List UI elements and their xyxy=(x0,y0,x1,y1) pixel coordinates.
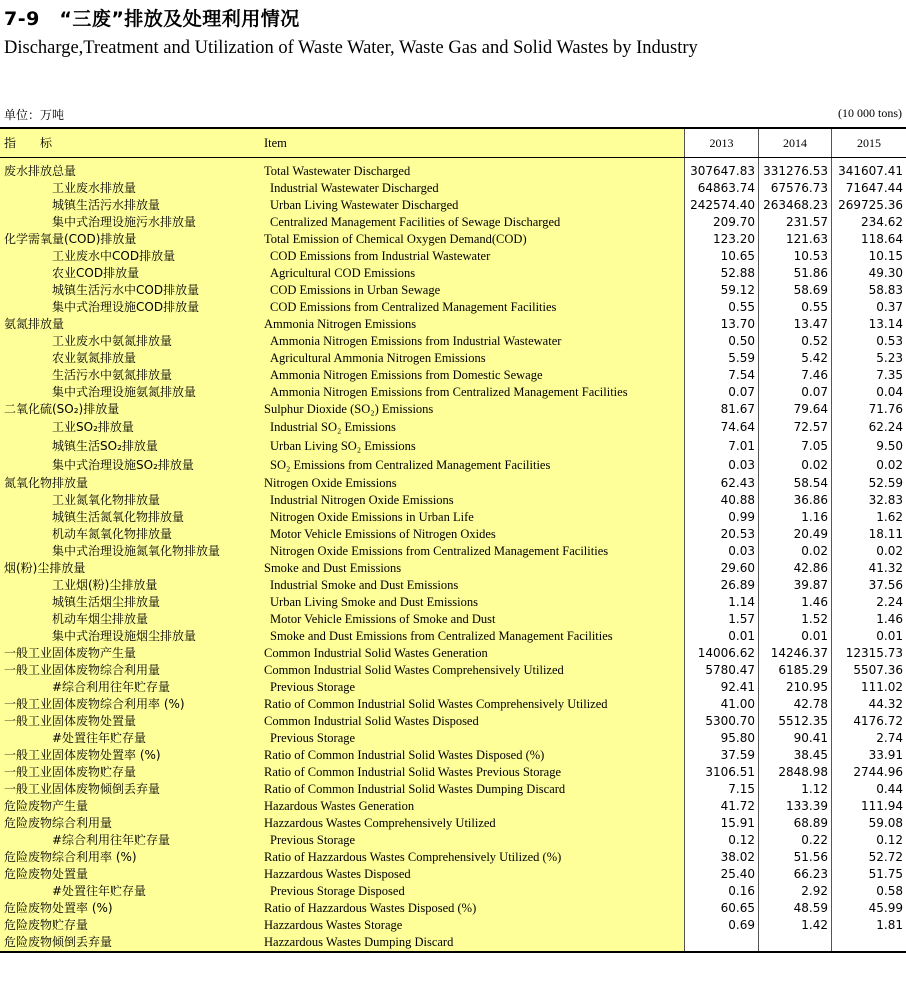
item-en-cell: Ratio of Common Industrial Solid Wastes Disposed (%) xyxy=(262,747,684,764)
item-en-cell: Previous Storage Disposed xyxy=(262,883,684,900)
table-row xyxy=(0,747,906,764)
indicator-cn-cell: 工业废水中氨氮排放量 xyxy=(0,333,262,350)
indicator-cn-cell: #综合利用往年贮存量 xyxy=(0,832,262,849)
value-cell-2014: 210.95 xyxy=(758,679,831,696)
item-en-cell: Hazzardous Wastes Dumping Discard xyxy=(262,934,684,951)
value-cell-2013: 38.02 xyxy=(684,849,758,866)
indicator-cn-cell: 工业氮氧化物排放量 xyxy=(0,492,262,509)
value-cell-2015: 71647.44 xyxy=(831,180,906,197)
value-cell-2014: 1.12 xyxy=(758,781,831,798)
item-en-cell: Ammonia Nitrogen Emissions from Domestic Sewage xyxy=(262,367,684,384)
value-cell-2015: 44.32 xyxy=(831,696,906,713)
value-cell-2013: 62.43 xyxy=(684,475,758,492)
value-cell-2014: 0.02 xyxy=(758,543,831,560)
item-en-cell: Ammonia Nitrogen Emissions from Industrial Wastewater xyxy=(262,333,684,350)
item-en-cell: Previous Storage xyxy=(262,832,684,849)
indicator-cn-cell: 危险废物处置率 (%) xyxy=(0,900,262,917)
value-cell-2013: 0.99 xyxy=(684,509,758,526)
value-cell-2014: 2.92 xyxy=(758,883,831,900)
indicator-cn-cell: 二氧化硫(SO₂)排放量 xyxy=(0,401,262,418)
indicator-cn-cell: 一般工业固体废物产生量 xyxy=(0,645,262,662)
value-cell-2013: 25.40 xyxy=(684,866,758,883)
table-row xyxy=(0,611,906,628)
table-row xyxy=(0,849,906,866)
table-title-english: Discharge,Treatment and Utilization of Waste Water, Waste Gas and Solid Wastes by Industry xyxy=(4,38,698,58)
value-cell-2013: 0.16 xyxy=(684,883,758,900)
table-body xyxy=(0,163,906,951)
value-cell-2013: 14006.62 xyxy=(684,645,758,662)
value-cell-2015: 1.81 xyxy=(831,917,906,934)
value-cell-2014: 6185.29 xyxy=(758,662,831,679)
table-row xyxy=(0,594,906,611)
header-year-2013: 2013 xyxy=(684,129,758,157)
value-cell-2013: 52.88 xyxy=(684,265,758,282)
item-en-cell: Urban Living Smoke and Dust Emissions xyxy=(262,594,684,611)
value-cell-2014: 51.86 xyxy=(758,265,831,282)
item-en-cell: Hazzardous Wastes Disposed xyxy=(262,866,684,883)
value-cell-2013: 74.64 xyxy=(684,418,758,437)
value-cell-2015: 41.32 xyxy=(831,560,906,577)
table-row xyxy=(0,730,906,747)
value-cell-2014: 1.42 xyxy=(758,917,831,934)
value-cell-2013: 41.72 xyxy=(684,798,758,815)
table-row xyxy=(0,628,906,645)
item-en-cell: Smoke and Dust Emissions from Centralized Management Facilities xyxy=(262,628,684,645)
table-row xyxy=(0,679,906,696)
table-row xyxy=(0,316,906,333)
value-cell-2013: 307647.83 xyxy=(684,163,758,180)
value-cell-2014: 66.23 xyxy=(758,866,831,883)
item-en-cell: Motor Vehicle Emissions of Smoke and Dust xyxy=(262,611,684,628)
indicator-cn-cell: 机动车烟尘排放量 xyxy=(0,611,262,628)
table-row xyxy=(0,492,906,509)
table-row xyxy=(0,163,906,180)
value-cell-2014: 36.86 xyxy=(758,492,831,509)
value-cell-2013: 7.54 xyxy=(684,367,758,384)
table-row xyxy=(0,437,906,456)
value-cell-2013: 7.15 xyxy=(684,781,758,798)
item-en-cell: SO₂ Emissions from Centralized Management Facilities xyxy=(262,456,684,475)
table-row xyxy=(0,577,906,594)
value-cell-2015: 0.44 xyxy=(831,781,906,798)
item-en-cell: Motor Vehicle Emissions of Nitrogen Oxides xyxy=(262,526,684,543)
table-row xyxy=(0,384,906,401)
value-cell-2015: 1.62 xyxy=(831,509,906,526)
table-row xyxy=(0,299,906,316)
value-cell-2014: 5512.35 xyxy=(758,713,831,730)
value-cell-2013: 29.60 xyxy=(684,560,758,577)
indicator-cn-cell: 一般工业固体废物处置量 xyxy=(0,713,262,730)
indicator-cn-cell: #综合利用往年贮存量 xyxy=(0,679,262,696)
value-cell-2015: 7.35 xyxy=(831,367,906,384)
value-cell-2013: 0.07 xyxy=(684,384,758,401)
table-header-row xyxy=(0,127,906,158)
indicator-cn-cell: 危险废物产生量 xyxy=(0,798,262,815)
value-cell-2015: 33.91 xyxy=(831,747,906,764)
table-row xyxy=(0,645,906,662)
value-cell-2013: 0.03 xyxy=(684,456,758,475)
value-cell-2013: 1.57 xyxy=(684,611,758,628)
value-cell-2014: 7.46 xyxy=(758,367,831,384)
table-row xyxy=(0,798,906,815)
value-cell-2013: 0.55 xyxy=(684,299,758,316)
value-cell-2014: 263468.23 xyxy=(758,197,831,214)
value-cell-2014: 0.55 xyxy=(758,299,831,316)
value-cell-2014: 231.57 xyxy=(758,214,831,231)
value-cell-2014: 79.64 xyxy=(758,401,831,418)
table-row xyxy=(0,764,906,781)
value-cell-2014: 10.53 xyxy=(758,248,831,265)
value-cell-2013: 41.00 xyxy=(684,696,758,713)
item-en-cell: Common Industrial Solid Wastes Comprehensively Utilized xyxy=(262,662,684,679)
value-cell-2014: 58.54 xyxy=(758,475,831,492)
indicator-cn-cell: 城镇生活氮氧化物排放量 xyxy=(0,509,262,526)
value-cell-2014: 51.56 xyxy=(758,849,831,866)
value-cell-2015: 10.15 xyxy=(831,248,906,265)
indicator-cn-cell: 工业废水排放量 xyxy=(0,180,262,197)
indicator-cn-cell: #处置往年贮存量 xyxy=(0,883,262,900)
value-cell-2013: 40.88 xyxy=(684,492,758,509)
table-row xyxy=(0,418,906,437)
table-row xyxy=(0,815,906,832)
value-cell-2013: 26.89 xyxy=(684,577,758,594)
table-row xyxy=(0,350,906,367)
item-en-cell: Agricultural Ammonia Nitrogen Emissions xyxy=(262,350,684,367)
table-row xyxy=(0,696,906,713)
item-en-cell: Industrial Nitrogen Oxide Emissions xyxy=(262,492,684,509)
table-row xyxy=(0,475,906,492)
item-en-cell: Ratio of Hazzardous Wastes Comprehensively Utilized (%) xyxy=(262,849,684,866)
table-title-chinese: 7-9 “三废”排放及处理利用情况 xyxy=(4,8,300,30)
item-en-cell: Ratio of Common Industrial Solid Wastes Dumping Discard xyxy=(262,781,684,798)
value-cell-2014: 0.22 xyxy=(758,832,831,849)
value-cell-2013: 0.69 xyxy=(684,917,758,934)
unit-label-english: (10 000 tons) xyxy=(838,106,902,120)
value-cell-2014: 38.45 xyxy=(758,747,831,764)
table-row xyxy=(0,917,906,934)
value-cell-2013: 5.59 xyxy=(684,350,758,367)
value-cell-2015: 1.46 xyxy=(831,611,906,628)
indicator-cn-cell: 机动车氮氧化物排放量 xyxy=(0,526,262,543)
value-cell-2013: 3106.51 xyxy=(684,764,758,781)
indicator-cn-cell: 一般工业固体废物综合利用率 (%) xyxy=(0,696,262,713)
table-row xyxy=(0,560,906,577)
value-cell-2013 xyxy=(684,934,758,951)
value-cell-2015: 49.30 xyxy=(831,265,906,282)
indicator-cn-cell: 工业烟(粉)尘排放量 xyxy=(0,577,262,594)
value-cell-2014: 121.63 xyxy=(758,231,831,248)
header-indicator: 指 标 xyxy=(0,129,262,157)
indicator-cn-cell: 废水排放总量 xyxy=(0,163,262,180)
value-cell-2015: 71.76 xyxy=(831,401,906,418)
item-en-cell: Sulphur Dioxide (SO₂) Emissions xyxy=(262,401,684,418)
indicator-cn-cell: 工业废水中COD排放量 xyxy=(0,248,262,265)
value-cell-2014: 331276.53 xyxy=(758,163,831,180)
unit-label-chinese: 单位：万吨 xyxy=(4,108,65,122)
table-row xyxy=(0,832,906,849)
item-en-cell: Industrial SO₂ Emissions xyxy=(262,418,684,437)
value-cell-2015: 12315.73 xyxy=(831,645,906,662)
item-en-cell: Industrial Wastewater Discharged xyxy=(262,180,684,197)
table-row xyxy=(0,526,906,543)
value-cell-2013: 59.12 xyxy=(684,282,758,299)
value-cell-2013: 60.65 xyxy=(684,900,758,917)
value-cell-2015: 13.14 xyxy=(831,316,906,333)
value-cell-2013: 209.70 xyxy=(684,214,758,231)
indicator-cn-cell: 一般工业固体废物处置率 (%) xyxy=(0,747,262,764)
item-en-cell: COD Emissions from Industrial Wastewater xyxy=(262,248,684,265)
indicator-cn-cell: 危险废物倾倒丢弃量 xyxy=(0,934,262,951)
item-en-cell: Smoke and Dust Emissions xyxy=(262,560,684,577)
item-en-cell: COD Emissions from Centralized Management Facilities xyxy=(262,299,684,316)
value-cell-2014: 13.47 xyxy=(758,316,831,333)
value-cell-2015: 0.02 xyxy=(831,543,906,560)
value-cell-2014: 39.87 xyxy=(758,577,831,594)
value-cell-2015: 18.11 xyxy=(831,526,906,543)
value-cell-2015: 0.37 xyxy=(831,299,906,316)
value-cell-2013: 0.50 xyxy=(684,333,758,350)
indicator-cn-cell: 化学需氧量(COD)排放量 xyxy=(0,231,262,248)
header-year-2014: 2014 xyxy=(758,129,831,157)
value-cell-2014: 42.78 xyxy=(758,696,831,713)
table-row xyxy=(0,781,906,798)
value-cell-2015: 5.23 xyxy=(831,350,906,367)
table-row xyxy=(0,934,906,951)
indicator-cn-cell: 生活污水中氨氮排放量 xyxy=(0,367,262,384)
value-cell-2015: 2.24 xyxy=(831,594,906,611)
value-cell-2014: 20.49 xyxy=(758,526,831,543)
indicator-cn-cell: 氮氧化物排放量 xyxy=(0,475,262,492)
value-cell-2015: 32.83 xyxy=(831,492,906,509)
table-row xyxy=(0,543,906,560)
value-cell-2015: 0.04 xyxy=(831,384,906,401)
value-cell-2015: 4176.72 xyxy=(831,713,906,730)
value-cell-2014: 68.89 xyxy=(758,815,831,832)
item-en-cell: Previous Storage xyxy=(262,679,684,696)
item-en-cell: Hazzardous Wastes Comprehensively Utilized xyxy=(262,815,684,832)
value-cell-2013: 242574.40 xyxy=(684,197,758,214)
value-cell-2013: 7.01 xyxy=(684,437,758,456)
value-cell-2015: 37.56 xyxy=(831,577,906,594)
indicator-cn-cell: 城镇生活污水排放量 xyxy=(0,197,262,214)
table-row xyxy=(0,662,906,679)
value-cell-2013: 15.91 xyxy=(684,815,758,832)
value-cell-2013: 13.70 xyxy=(684,316,758,333)
value-cell-2015: 58.83 xyxy=(831,282,906,299)
table-bottom-rule xyxy=(0,951,906,953)
value-cell-2014: 72.57 xyxy=(758,418,831,437)
table-row xyxy=(0,883,906,900)
item-en-cell: Total Wastewater Discharged xyxy=(262,163,684,180)
indicator-cn-cell: 集中式治理设施烟尘排放量 xyxy=(0,628,262,645)
item-en-cell: Total Emission of Chemical Oxygen Demand(COD) xyxy=(262,231,684,248)
item-en-cell: Ammonia Nitrogen Emissions xyxy=(262,316,684,333)
value-cell-2015: 51.75 xyxy=(831,866,906,883)
indicator-cn-cell: 农业氨氮排放量 xyxy=(0,350,262,367)
indicator-cn-cell: 危险废物处置量 xyxy=(0,866,262,883)
item-en-cell: Common Industrial Solid Wastes Disposed xyxy=(262,713,684,730)
indicator-cn-cell: 城镇生活烟尘排放量 xyxy=(0,594,262,611)
item-en-cell: Nitrogen Oxide Emissions from Centralized Management Facilities xyxy=(262,543,684,560)
table-row xyxy=(0,231,906,248)
value-cell-2013: 10.65 xyxy=(684,248,758,265)
value-cell-2014: 14246.37 xyxy=(758,645,831,662)
value-cell-2013: 37.59 xyxy=(684,747,758,764)
item-en-cell: Industrial Smoke and Dust Emissions xyxy=(262,577,684,594)
value-cell-2014: 1.52 xyxy=(758,611,831,628)
item-en-cell: Common Industrial Solid Wastes Generation xyxy=(262,645,684,662)
value-cell-2013: 5300.70 xyxy=(684,713,758,730)
indicator-cn-cell: 危险废物综合利用率 (%) xyxy=(0,849,262,866)
value-cell-2015: 9.50 xyxy=(831,437,906,456)
indicator-cn-cell: 氨氮排放量 xyxy=(0,316,262,333)
value-cell-2015: 62.24 xyxy=(831,418,906,437)
item-en-cell: Nitrogen Oxide Emissions xyxy=(262,475,684,492)
value-cell-2014: 133.39 xyxy=(758,798,831,815)
indicator-cn-cell: 集中式治理设施氮氧化物排放量 xyxy=(0,543,262,560)
statistics-table xyxy=(0,127,906,953)
indicator-cn-cell: 集中式治理设施污水排放量 xyxy=(0,214,262,231)
table-row xyxy=(0,180,906,197)
value-cell-2015: 45.99 xyxy=(831,900,906,917)
table-row xyxy=(0,367,906,384)
value-cell-2014 xyxy=(758,934,831,951)
value-cell-2015: 2.74 xyxy=(831,730,906,747)
indicator-cn-cell: 烟(粉)尘排放量 xyxy=(0,560,262,577)
value-cell-2014: 90.41 xyxy=(758,730,831,747)
item-en-cell: Urban Living Wastewater Discharged xyxy=(262,197,684,214)
item-en-cell: Ratio of Common Industrial Solid Wastes Comprehensively Utilized xyxy=(262,696,684,713)
value-cell-2014: 58.69 xyxy=(758,282,831,299)
value-cell-2014: 0.07 xyxy=(758,384,831,401)
item-en-cell: Ratio of Common Industrial Solid Wastes Previous Storage xyxy=(262,764,684,781)
value-cell-2015: 5507.36 xyxy=(831,662,906,679)
value-cell-2015: 52.59 xyxy=(831,475,906,492)
value-cell-2015: 0.02 xyxy=(831,456,906,475)
value-cell-2014: 42.86 xyxy=(758,560,831,577)
value-cell-2014: 1.46 xyxy=(758,594,831,611)
table-row xyxy=(0,248,906,265)
value-cell-2015: 59.08 xyxy=(831,815,906,832)
value-cell-2013: 95.80 xyxy=(684,730,758,747)
value-cell-2014: 1.16 xyxy=(758,509,831,526)
value-cell-2014: 0.02 xyxy=(758,456,831,475)
indicator-cn-cell: 农业COD排放量 xyxy=(0,265,262,282)
value-cell-2014: 5.42 xyxy=(758,350,831,367)
value-cell-2013: 0.03 xyxy=(684,543,758,560)
table-row xyxy=(0,900,906,917)
header-item: Item xyxy=(262,129,684,157)
value-cell-2015: 111.94 xyxy=(831,798,906,815)
value-cell-2015: 234.62 xyxy=(831,214,906,231)
value-cell-2013: 5780.47 xyxy=(684,662,758,679)
value-cell-2015: 118.64 xyxy=(831,231,906,248)
value-cell-2014: 0.52 xyxy=(758,333,831,350)
indicator-cn-cell: 集中式治理设施SO₂排放量 xyxy=(0,456,262,475)
indicator-cn-cell: 危险废物贮存量 xyxy=(0,917,262,934)
indicator-cn-cell: 城镇生活污水中COD排放量 xyxy=(0,282,262,299)
value-cell-2013: 81.67 xyxy=(684,401,758,418)
value-cell-2015: 52.72 xyxy=(831,849,906,866)
value-cell-2014: 0.01 xyxy=(758,628,831,645)
table-row xyxy=(0,401,906,418)
table-row xyxy=(0,333,906,350)
indicator-cn-cell: 危险废物综合利用量 xyxy=(0,815,262,832)
indicator-cn-cell: 集中式治理设施COD排放量 xyxy=(0,299,262,316)
value-cell-2015: 2744.96 xyxy=(831,764,906,781)
value-cell-2014: 2848.98 xyxy=(758,764,831,781)
table-row xyxy=(0,713,906,730)
value-cell-2013: 92.41 xyxy=(684,679,758,696)
item-en-cell: Ratio of Hazzardous Wastes Disposed (%) xyxy=(262,900,684,917)
table-row xyxy=(0,197,906,214)
value-cell-2013: 20.53 xyxy=(684,526,758,543)
item-en-cell: Ammonia Nitrogen Emissions from Centralized Management Facilities xyxy=(262,384,684,401)
indicator-cn-cell: 城镇生活SO₂排放量 xyxy=(0,437,262,456)
item-en-cell: Urban Living SO₂ Emissions xyxy=(262,437,684,456)
item-en-cell: COD Emissions in Urban Sewage xyxy=(262,282,684,299)
value-cell-2015: 341607.41 xyxy=(831,163,906,180)
indicator-cn-cell: 集中式治理设施氨氮排放量 xyxy=(0,384,262,401)
indicator-cn-cell: 一般工业固体废物倾倒丢弃量 xyxy=(0,781,262,798)
value-cell-2015: 269725.36 xyxy=(831,197,906,214)
table-row xyxy=(0,456,906,475)
value-cell-2015: 0.01 xyxy=(831,628,906,645)
value-cell-2013: 0.01 xyxy=(684,628,758,645)
value-cell-2015: 111.02 xyxy=(831,679,906,696)
item-en-cell: Agricultural COD Emissions xyxy=(262,265,684,282)
value-cell-2015: 0.53 xyxy=(831,333,906,350)
item-en-cell: Nitrogen Oxide Emissions in Urban Life xyxy=(262,509,684,526)
indicator-cn-cell: 一般工业固体废物综合利用量 xyxy=(0,662,262,679)
table-row xyxy=(0,214,906,231)
value-cell-2013: 0.12 xyxy=(684,832,758,849)
header-year-2015: 2015 xyxy=(831,129,906,157)
table-row xyxy=(0,282,906,299)
value-cell-2013: 123.20 xyxy=(684,231,758,248)
value-cell-2013: 1.14 xyxy=(684,594,758,611)
value-cell-2015: 0.12 xyxy=(831,832,906,849)
indicator-cn-cell: 一般工业固体废物贮存量 xyxy=(0,764,262,781)
item-en-cell: Centralized Management Facilities of Sewage Discharged xyxy=(262,214,684,231)
value-cell-2014: 7.05 xyxy=(758,437,831,456)
value-cell-2013: 64863.74 xyxy=(684,180,758,197)
value-cell-2014: 67576.73 xyxy=(758,180,831,197)
value-cell-2015: 0.58 xyxy=(831,883,906,900)
table-row xyxy=(0,265,906,282)
item-en-cell: Previous Storage xyxy=(262,730,684,747)
item-en-cell: Hazzardous Wastes Storage xyxy=(262,917,684,934)
table-row xyxy=(0,866,906,883)
item-en-cell: Hazardous Wastes Generation xyxy=(262,798,684,815)
table-row xyxy=(0,509,906,526)
value-cell-2015 xyxy=(831,934,906,951)
indicator-cn-cell: 工业SO₂排放量 xyxy=(0,418,262,437)
indicator-cn-cell: #处置往年贮存量 xyxy=(0,730,262,747)
value-cell-2014: 48.59 xyxy=(758,900,831,917)
